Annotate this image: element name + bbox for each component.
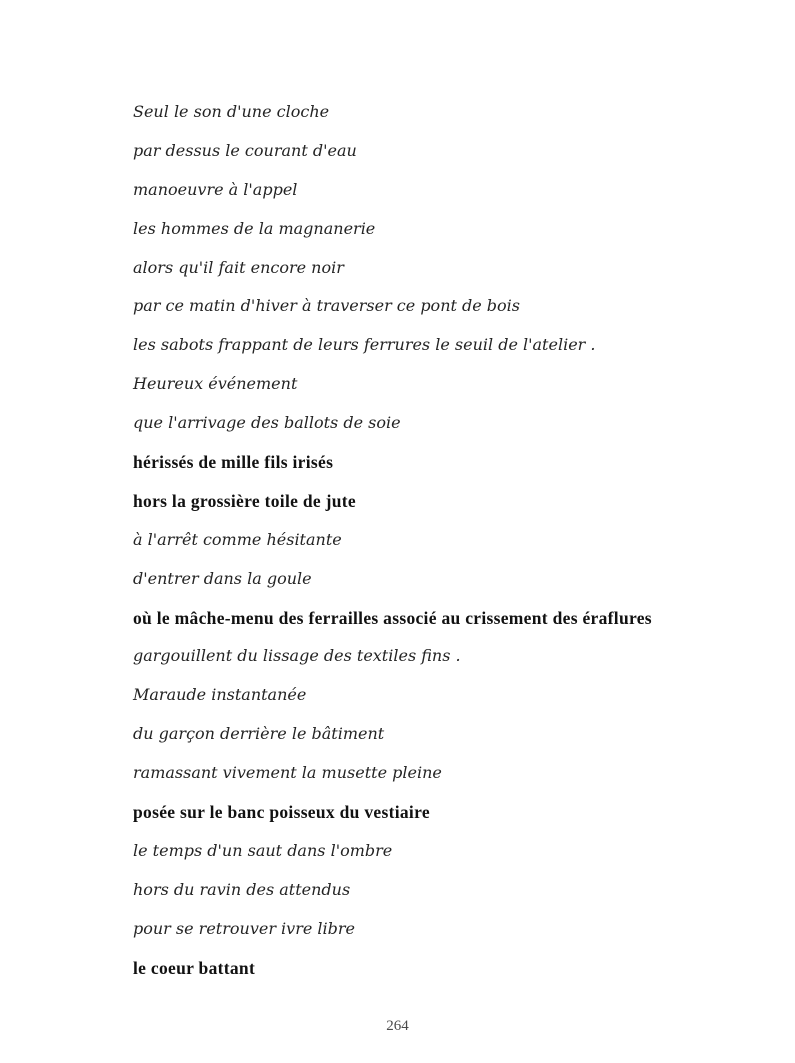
page-number: 264 <box>386 1018 409 1034</box>
poem-line: hors du ravin des attendus <box>133 879 351 899</box>
poem-line: les sabots frappant de leurs ferrures le seuil de l'atelier . <box>133 335 596 355</box>
poem-line: par dessus le courant d'eau <box>133 140 357 160</box>
poem-line: d'entrer dans la goule <box>133 568 312 588</box>
poem <box>133 93 755 987</box>
poem-line: par ce matin d'hiver à traverser ce pont de bois <box>133 296 521 316</box>
poem-line: Seul le son d'une cloche <box>133 102 330 121</box>
poem-line: posée sur le banc poisseux du vestiaire <box>133 802 430 823</box>
poem-line: à l'arrêt comme hésitante <box>133 529 342 549</box>
poem-line: le temps d'un saut dans l'ombre <box>133 840 393 860</box>
poem-line: manoeuvre à l'appel <box>133 179 298 199</box>
poem-line: le coeur battant <box>133 957 256 978</box>
poem-line: hérissés de mille fils irisés <box>133 452 334 473</box>
poem-line: hors la grossière toile de jute <box>133 490 356 511</box>
poem-line: alors qu'il fait encore noir <box>133 257 344 277</box>
poem-line: du garçon derrière le bâtiment <box>133 724 385 744</box>
poem-line: gargouillent du lissage des textiles fins . <box>133 646 461 666</box>
poem-line: pour se retrouver ivre libre <box>133 918 356 938</box>
poem-line: où le mâche-menu des ferrailles associé au crissement des éraflures <box>133 607 652 628</box>
poem-line: les hommes de la magnanerie <box>133 218 376 238</box>
poem-line: que l'arrivage des ballots de soie <box>133 413 401 433</box>
poem-line: Heureux événement <box>133 374 298 394</box>
poem-line: Maraude instantanée <box>133 685 307 705</box>
poem-line: ramassant vivement la musette pleine <box>133 763 442 783</box>
